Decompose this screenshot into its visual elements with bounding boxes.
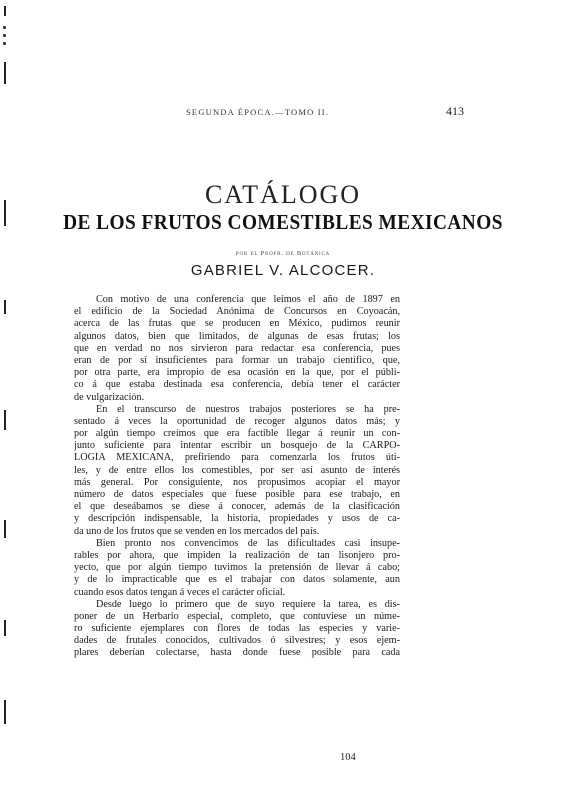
scan-edge-mark [4, 700, 6, 724]
body-line: junto suficiente para intentar escribir un bosquejo de la CARPO- [74, 440, 400, 452]
scan-edge-mark [4, 6, 6, 16]
body-line: Desde luego lo primero que de suyo requiere la tarea, es dis- [96, 598, 400, 610]
author-name: GABRIEL V. ALCOCER. [190, 262, 376, 279]
scan-edge-mark [4, 410, 6, 430]
body-line: rables por ahora, que impiden la realización de tan lisonjero pro- [74, 549, 400, 561]
body-text [74, 294, 400, 660]
scan-edge-dot [3, 34, 6, 37]
body-line: poner de un Herbario especial, completo, que contuviese un núme- [74, 610, 400, 622]
body-line: plares deberían colectarse, hasta donde fuese posible para cada [74, 647, 400, 659]
body-line: eran de por sí insuficientes para formar un trabajo científico, que, [74, 354, 400, 366]
body-line: que en verdad no nos sirvieron para redactar esa conferencia, pues [74, 342, 400, 354]
body-line: algunos datos, bien que limitados, de algunas de esas frutas; los [74, 330, 400, 342]
body-line: y de lo impracticable que es el trabajar con datos solamente, aun [74, 574, 400, 586]
byline: por el Profr. de Botánica [235, 250, 331, 257]
body-line: el edificio de la Sociedad Anónima de Concursos en Coyoacán, [74, 306, 400, 318]
body-line: da uno de los frutos que se venden en los mercados del país. [74, 525, 320, 537]
body-line: ro suficiente ejemplares con flores de todas las especies y varie- [74, 623, 400, 635]
body-line: por otra parte, era impropio de esa ocasión en la que, por el públi- [74, 367, 400, 379]
body-line: y descripción indispensable, la historia, propiedades y usos de ca- [74, 513, 400, 525]
page-header [150, 104, 470, 122]
scan-edge-mark [4, 62, 6, 84]
body-line: el que deseábamos se diese á conocer, además de la clasificación [74, 501, 400, 513]
body-line: Con motivo de una conferencia que leímos el año de 1897 en [96, 294, 400, 305]
body-line: les, y de entre ellos los comestibles, por ser así asunto de interés [74, 464, 400, 476]
body-line: En el transcurso de nuestros trabajos posteriores se ha pre- [96, 403, 400, 415]
body-line: LOGÍA MEXICANA, prefiriendo para comenzarla los frutos úti- [74, 452, 400, 464]
body-line: Bien pronto nos convencimos de las dificultades casi insupe- [96, 537, 400, 549]
scan-edge-mark [4, 300, 6, 314]
title-line-2: DE LOS FRUTOS COMESTIBLES MEXICANOS [63, 210, 503, 234]
scan-edge-dot [3, 26, 6, 29]
body-line: cuando esos datos tengan á veces el carácter oficial. [74, 586, 286, 598]
body-line: acerca de las frutas que se producen en México, pudimos reunir [74, 318, 400, 330]
scan-edge-dot [3, 42, 6, 45]
scan-edge-mark [4, 620, 6, 636]
body-line: más general. Por consiguiente, nos propusimos acopiar el mayor [74, 476, 400, 488]
body-line: dades de frutales conocidos, cultivados ó silvestres; y esos ejem- [74, 635, 400, 647]
body-line: número de datos especiales que fuese posible para ese trabajo, en [74, 489, 400, 500]
body-line: por algún tiempo creímos que era factible llegar á reunir un con- [74, 428, 400, 440]
running-head: SEGUNDA ÉPOCA.—TOMO II. [186, 107, 330, 117]
scan-edge-mark [4, 520, 6, 538]
body-line: yecto, que por algún tiempo tuvimos la pretensión de llevar á cabo; [74, 562, 400, 574]
body-line: sentado á veces la oportunidad de recoger algunos datos más; y [74, 415, 400, 427]
body-line: co á que estaba destinada esa conferencia, debía tener el carácter [74, 379, 400, 391]
signature-number: 104 [340, 752, 356, 763]
page-number: 413 [446, 104, 464, 118]
body-line: de vulgarización. [74, 391, 145, 403]
title-line-1: CATÁLOGO [204, 180, 362, 209]
